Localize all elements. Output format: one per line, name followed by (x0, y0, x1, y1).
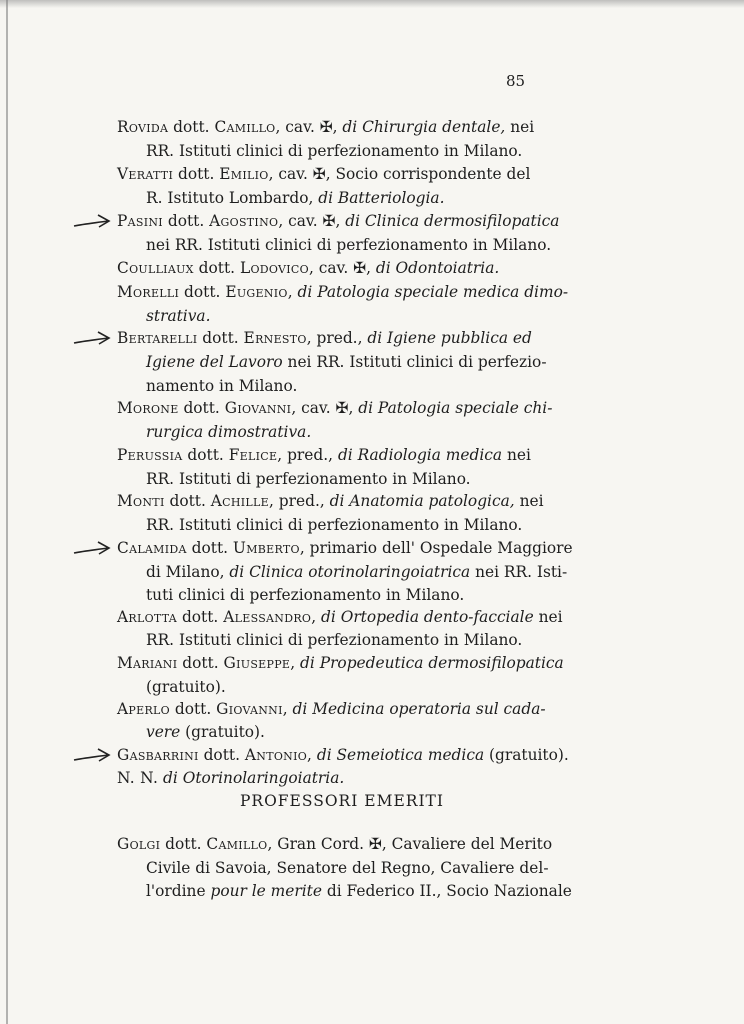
text-segment: , (311, 608, 322, 626)
given-name: Giovanni (224, 399, 292, 417)
given-name: Eugenio (225, 283, 288, 301)
entry-line (117, 328, 532, 348)
scan-top-edge (0, 0, 744, 8)
text-segment: , cav. ✠, Socio corrispondente del (268, 165, 531, 183)
emeritus-line (146, 858, 549, 878)
entry-line (146, 352, 547, 372)
surname: Arlotta (117, 608, 178, 626)
text-segment: , pred., (268, 492, 330, 510)
entry-line (117, 117, 534, 137)
section-heading: PROFESSORI EMERITI (240, 792, 445, 810)
text-segment: , cav. ✠, (278, 212, 346, 230)
emeritus-line (146, 881, 572, 901)
given-name: Camillo (214, 118, 276, 136)
text-segment: RR. Istituti clinici di perfezionamento in Milano. (146, 631, 523, 649)
given-name: Ernesto (243, 329, 307, 347)
surname: Morelli (117, 283, 180, 301)
text-segment: R. Istituto Lombardo, (146, 189, 319, 207)
text-segment: RR. Istituti clinici di perfezionamento in Milano. (146, 516, 523, 534)
text-segment: nei (502, 446, 531, 464)
honorific: dott. (168, 118, 215, 136)
course-title: di Ortopedia dento-facciale (321, 608, 534, 626)
entry-line (117, 164, 530, 184)
given-name: Giovanni (216, 700, 283, 718)
entry-line (146, 469, 471, 489)
honorific: dott. (193, 259, 240, 277)
text-segment: nei RR. Istituti clinici di perfezio- (282, 353, 547, 371)
emeritus-line (117, 834, 552, 854)
course-title: di Patologia speciale chi- (358, 399, 553, 417)
text-segment: nei (533, 608, 563, 626)
handwritten-arrow-icon (72, 212, 112, 234)
text-segment: , (290, 654, 301, 672)
course-title: di Odontoiatria. (375, 259, 500, 277)
text-segment: l'ordine (146, 882, 211, 900)
text-segment: di Milano, (146, 563, 230, 581)
entry-line (146, 235, 551, 255)
course-title: rurgica dimostrativa. (146, 423, 312, 441)
entry-line (117, 653, 564, 673)
entry-line (146, 188, 444, 208)
handwritten-arrow-icon (72, 539, 112, 561)
text-segment: nei RR. Isti- (470, 563, 568, 581)
entry-line (146, 515, 522, 535)
page-number: 85 (506, 72, 526, 90)
entry-line (146, 376, 297, 396)
honorific: dott. (164, 492, 211, 510)
text-segment: nei (505, 118, 535, 136)
surname: Pasini (117, 212, 163, 230)
text-segment: , pred., (277, 446, 338, 464)
honorific: dott. (179, 283, 226, 301)
handwritten-arrow-icon (72, 746, 112, 768)
entry-line (117, 398, 552, 418)
text-segment: , cav. ✠, (291, 399, 359, 417)
course-title: di Batteriologia. (318, 189, 445, 207)
entry-line (146, 677, 226, 697)
course-title: Igiene del Lavoro (146, 353, 283, 371)
given-name: Giuseppe (223, 654, 291, 672)
text-segment: RR. Istituti di perfezionamento in Milano. (146, 470, 471, 488)
text-segment: , cav. ✠, (275, 118, 343, 136)
course-title: di Chirurgia dentale, (342, 118, 506, 136)
surname: N. N. (117, 769, 159, 787)
text-segment: (gratuito). (484, 746, 569, 764)
given-name: Agostino (209, 212, 279, 230)
handwritten-arrow-icon (72, 329, 112, 351)
text-segment: , cav. ✠, (308, 259, 376, 277)
entry-line (146, 422, 311, 442)
entry-line (117, 607, 563, 627)
given-name: Alessandro (223, 608, 312, 626)
course-title: di Propedeutica dermosifilopatica (300, 654, 564, 672)
entry-line (117, 538, 573, 558)
course-title: di Radiologia medica (337, 446, 503, 464)
text-segment: , Gran Cord. ✠, Cavaliere del Merito (267, 835, 553, 853)
text-segment: nei (514, 492, 544, 510)
honorific: dott. (173, 165, 220, 183)
honorific: dott. (169, 700, 217, 718)
text-segment: Civile di Savoia, Senatore del Regno, Cavaliere del- (146, 859, 549, 877)
text-segment: , pred., (306, 329, 368, 347)
surname: Bertarelli (117, 329, 198, 347)
given-name: Achille (210, 492, 269, 510)
honorific: dott. (177, 654, 224, 672)
entry-line (117, 445, 531, 465)
text-segment: , (287, 283, 298, 301)
surname: Mariani (117, 654, 178, 672)
entry-line (117, 745, 569, 765)
entry-line (117, 282, 568, 302)
surname: Aperlo (117, 700, 170, 718)
surname: Calamida (117, 539, 187, 557)
surname: Perussia (117, 446, 183, 464)
entry-line (146, 722, 265, 742)
honorific: dott. (182, 446, 229, 464)
given-name: Umberto (232, 539, 300, 557)
honorific: dott. (162, 212, 210, 230)
course-title: di Clinica dermosifilopatica (345, 212, 560, 230)
honorific: dott. (198, 746, 245, 764)
entry-line (117, 768, 344, 788)
honorific: dott. (160, 835, 207, 853)
course-title: di Otorinolaringoiatria. (163, 769, 345, 787)
course-title: di Anatomia patologica, (329, 492, 515, 510)
text-segment: , (282, 700, 293, 718)
given-name: Lodovico (239, 259, 309, 277)
given-name: Camillo (206, 835, 268, 853)
text-segment: RR. Istituti clinici di perfezionamento in Milano. (146, 142, 523, 160)
surname: Rovida (117, 118, 169, 136)
text-segment: namento in Milano. (146, 377, 298, 395)
text-segment: tuti clinici di perfezionamento in Milano. (146, 586, 465, 604)
scan-left-edge (6, 0, 8, 1024)
entry-line (146, 141, 522, 161)
entry-line (117, 491, 544, 511)
surname: Veratti (117, 165, 174, 183)
entry-line (146, 306, 211, 326)
honorific: dott. (178, 399, 225, 417)
surname: Coulliaux (117, 259, 194, 277)
text-segment: (gratuito). (180, 723, 265, 741)
course-title: vere (146, 723, 181, 741)
entry-line (146, 630, 522, 650)
entry-line (146, 562, 567, 582)
text-segment: (gratuito). (146, 678, 226, 696)
given-name: Emilio (219, 165, 269, 183)
course-title: strativa. (146, 307, 211, 325)
course-title: di Igiene pubblica ed (367, 329, 532, 347)
text-segment: nei RR. Istituti clinici di perfezionamento in Milano. (146, 236, 552, 254)
given-name: Antonio (244, 746, 308, 764)
course-title: di Clinica otorinolaringoiatrica (229, 563, 471, 581)
text-segment: , (307, 746, 317, 764)
text-segment: di Federico II., Socio Nazionale (321, 882, 572, 900)
surname: Golgi (117, 835, 161, 853)
honorific: dott. (177, 608, 224, 626)
entry-line (117, 211, 559, 231)
course-title: pour le merite (210, 882, 322, 900)
honorific: dott. (197, 329, 244, 347)
course-title: di Medicina operatoria sul cada- (292, 700, 546, 718)
entry-line (146, 585, 464, 605)
text-segment: , primario dell' Ospedale Maggiore (299, 539, 573, 557)
honorific: dott. (186, 539, 233, 557)
course-title: di Semeiotica medica (316, 746, 485, 764)
entry-line (117, 258, 499, 278)
surname: Morone (117, 399, 179, 417)
surname: Gasbarrini (117, 746, 199, 764)
entry-line (117, 699, 546, 719)
surname: Monti (117, 492, 165, 510)
given-name: Felice (228, 446, 278, 464)
course-title: di Patologia speciale medica dimo- (297, 283, 569, 301)
